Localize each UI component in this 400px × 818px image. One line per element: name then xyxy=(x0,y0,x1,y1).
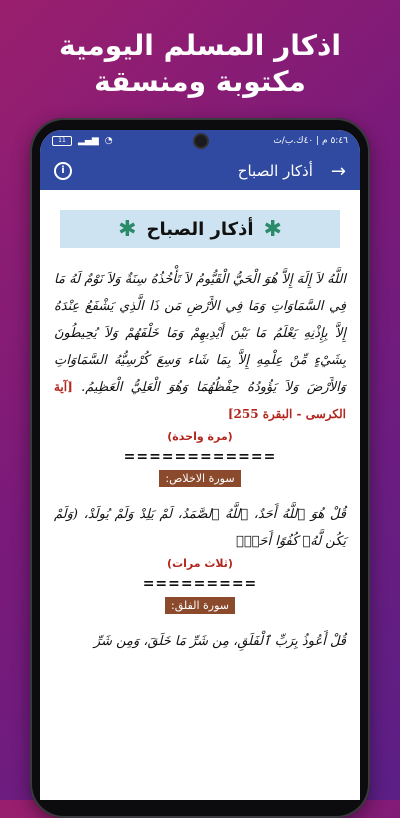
status-time: ٥:٤٦ م | ٤٠ك.ب/ث xyxy=(273,136,348,146)
battery-icon: 11 xyxy=(52,136,72,146)
info-icon[interactable]: i xyxy=(54,162,72,180)
wifi-icon: ◔ xyxy=(104,136,113,146)
promo-line-1: اذكار المسلم اليومية xyxy=(59,29,341,62)
back-arrow-icon[interactable]: → xyxy=(330,160,346,182)
section-header xyxy=(60,210,340,248)
falaq-text: قُلْ أَعُوذُ بِرَبِّ ٱلْفَلَقِ، مِن شَرِّ مَا خَلَقَ، وَمِن شَرِّ xyxy=(93,634,346,649)
ayat-kursi-reference: [آية الكرسى - البقرة 255] xyxy=(54,380,346,421)
ikhlas-label: سورة الاخلاص: xyxy=(159,470,240,487)
falaq-label: سورة الفلق: xyxy=(165,597,235,614)
app-screen xyxy=(40,130,360,800)
app-bar xyxy=(40,152,360,190)
content-area[interactable] xyxy=(40,190,360,800)
signal-icon: ▂▄▆ xyxy=(78,136,99,146)
falaq-label-row xyxy=(40,594,360,614)
ikhlas-count: (ثلاث مرات) xyxy=(167,557,233,570)
ayat-kursi-count: (مرة واحدة) xyxy=(167,430,233,443)
ayat-kursi-body: اللَّهُ لاَ إِلَهَ إِلاَّ هُوَ الْحَيُّ الْقَيُّومُ لاَ تَأْخُذُهُ سِنَةٌ وَلاَ نَوْمٌ لَهُ مَا فِي السَّمَاوَاتِ وَمَا فِي الأَرْضِ مَن ذَا الَّذِي يَشْفَعُ عِنْدَهُ إِلاَّ بِإِذْنِهِ يَعْلَمُ مَا بَيْنَ أَيْدِيهِمْ وَمَا خَلْفَهُمْ وَلاَ يُحِيطُونَ بِشَيْءٍ مِّنْ عِلْمِهِ إِلاَّ بِمَا شَاء وَسِعَ كُرْسِيُّهُ السَّمَاوَاتِ وَالأَرْضَ وَلاَ يَؤُودُهُ حِفْظُهُمَا وَهُوَ الْعَلِيُّ الْعَظِيمُ. xyxy=(54,272,346,395)
front-camera xyxy=(193,133,209,149)
ikhlas-label-row xyxy=(40,467,360,487)
promo-heading xyxy=(0,28,400,100)
section-title: أذكار الصباح xyxy=(146,218,254,240)
app-bar-title: أذكار الصباح xyxy=(237,162,313,180)
promo-line-2: مكتوبة ومنسقة xyxy=(94,65,306,98)
ayat-kursi-text xyxy=(40,266,360,428)
star-icon: ✱ xyxy=(118,216,137,242)
star-icon: ✱ xyxy=(263,216,282,242)
separator: ============ xyxy=(123,449,277,465)
ikhlas-text: قُلْ هُوَ ٱللَّهُ أَحَدٌ، ٱللَّهُ ٱلصَّمَدُ، لَمْ يَلِدْ وَلَمْ يُولَدْ، (وَلَمْ يَكُن لَّهُۥ كُفُوًا أَحَدٌۢ xyxy=(54,507,346,549)
status-icons xyxy=(52,136,113,146)
separator: ========= xyxy=(142,576,258,592)
